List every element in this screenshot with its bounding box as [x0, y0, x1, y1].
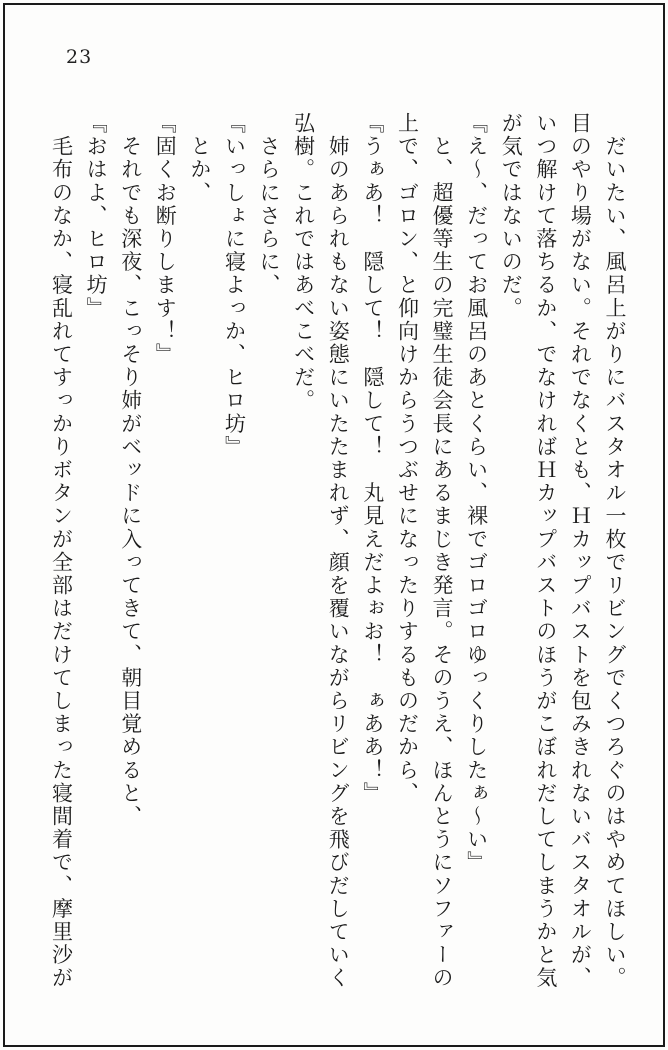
page-text-body [44, 112, 632, 990]
paragraph-narration: とか、 [187, 112, 212, 205]
paragraph-dialogue: 『固くお断りします！』 [153, 112, 178, 367]
paragraph-narration: 姉のあられもない姿態にいたたまれず、顔を覆いながらリビングを飛びだしていく弘樹。これではあべこべだ。 [291, 112, 351, 990]
page-number: 23 [66, 46, 93, 68]
paragraph-dialogue: 『え～、だってお風呂のあとくらい、裸でゴロゴロゆっくりしたぁ～い』 [464, 112, 489, 875]
paragraph-dialogue: 『おはよ、ヒロ坊』 [84, 112, 109, 320]
paragraph-narration: と、超優等生の完璧生徒会長にあるまじき発言。そのうえ、ほんとうにソファーの上で、ゴロン、と仰向けからうつぶせになったりするものだから、 [395, 112, 455, 990]
paragraph-narration: それでも深夜、こっそり姉がベッドに入ってきて、朝目覚めると、 [118, 112, 143, 829]
paragraph-dialogue: 『うぁあ！ 隠して！ 隠して！ 丸見えだよぉお！ ぁああ！』 [360, 112, 385, 805]
paragraph-narration: さらにさらに、 [257, 112, 282, 297]
paragraph-dialogue: 『いっしょに寝よっか、ヒロ坊』 [222, 112, 247, 459]
paragraph-narration: 毛布のなか、寝乱れてすっかりボタンが全部はだけてしまった寝間着で、摩里沙が [49, 112, 74, 990]
paragraph-narration: だいたい、風呂上がりにバスタオル一枚でリビングでくつろぐのはやめてほしい。目のやり場がない。それでなくとも、Ｈカップバストを包みきれないバスタオルが、いつ解けて落ちるか、でなければＨカップバストのほうがこぼれだしてしまうかと気が気ではないのだ。 [499, 112, 627, 990]
